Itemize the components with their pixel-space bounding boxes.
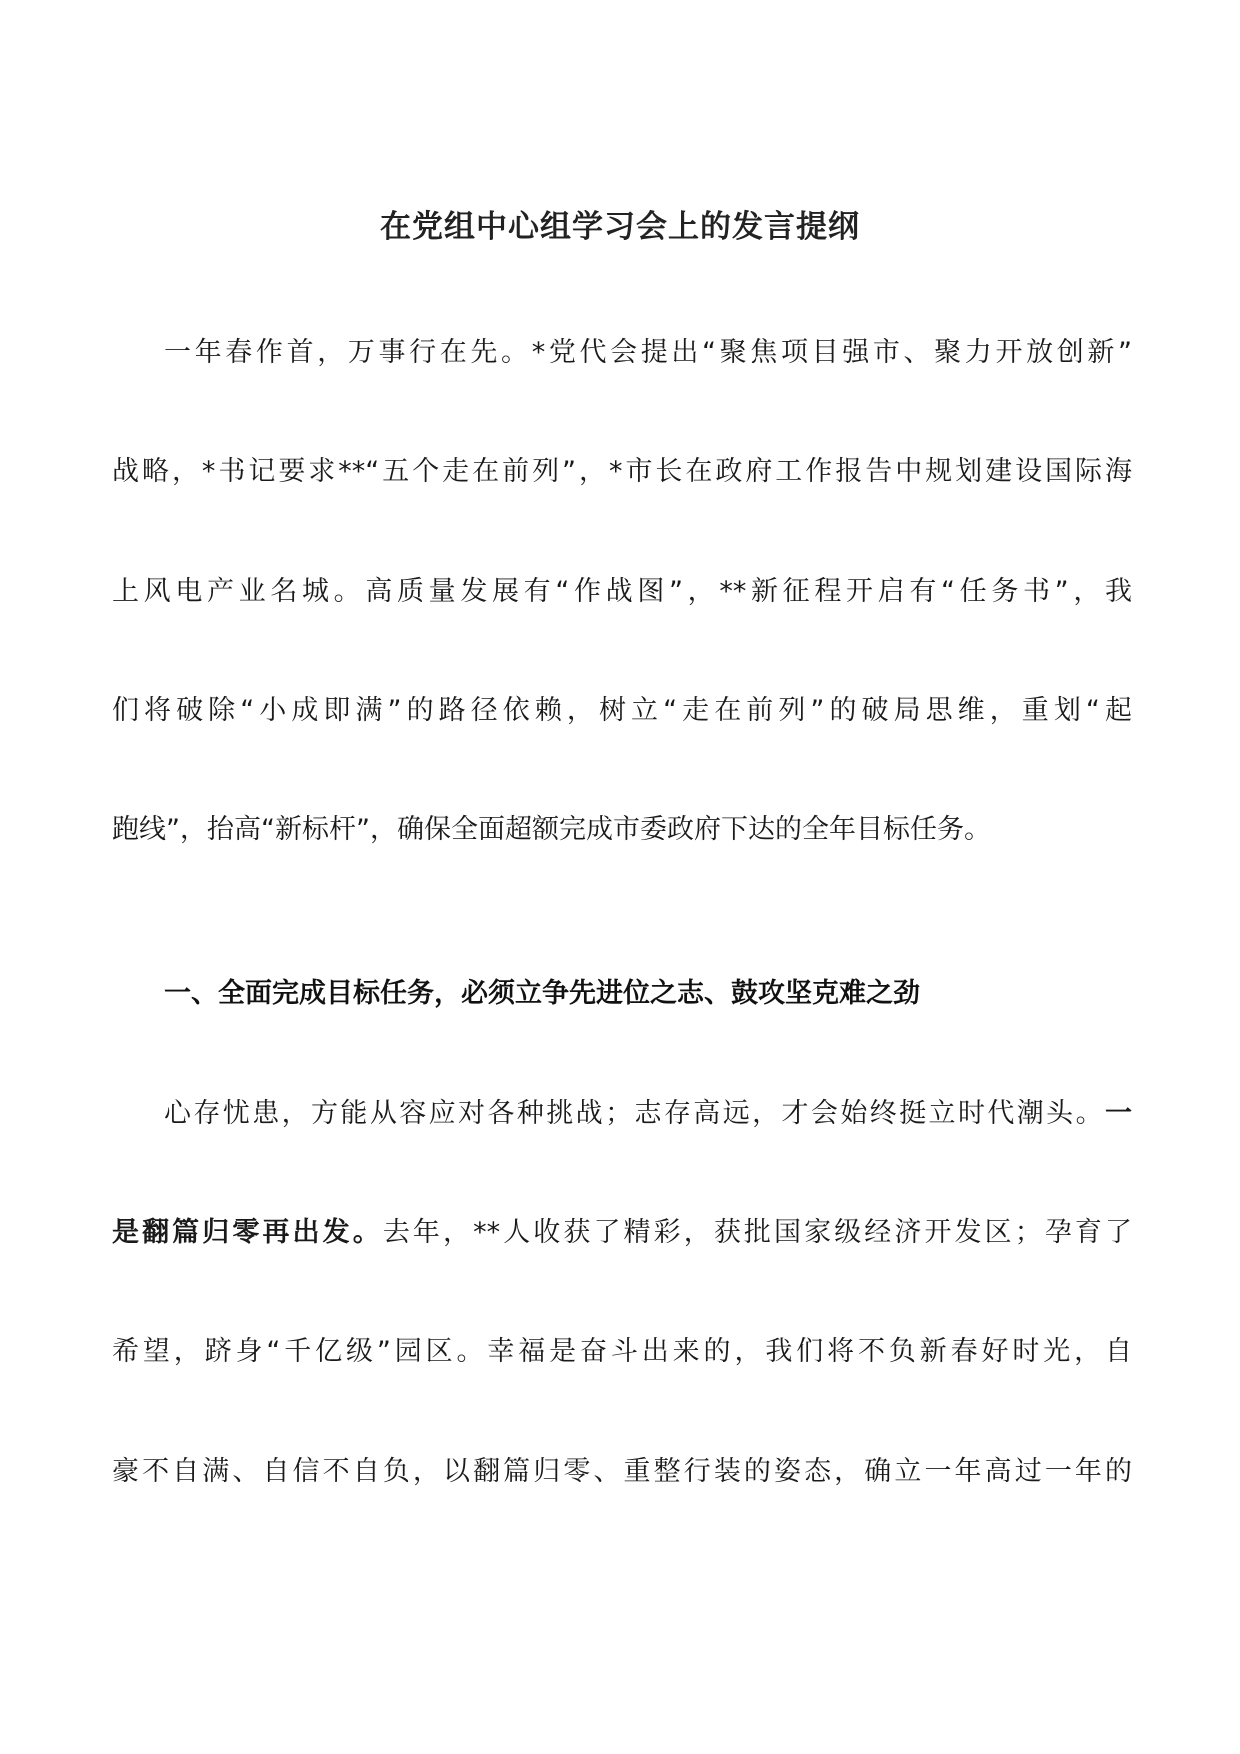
emphasis-text: 一 — [1105, 1098, 1132, 1129]
paragraph-line — [112, 1208, 1132, 1258]
paragraph-line: 一年春作首，万事行在先。*党代会提出“聚焦项目强市、聚力开放创新” — [164, 337, 1132, 368]
paragraph-line: 上风电产业名城。高质量发展有“作战图”，**新征程开启有“任务书”，我 — [112, 576, 1132, 607]
paragraph-line: 豪不自满、自信不自负，以翻篇归零、重整行装的姿态，确立一年高过一年的 — [112, 1456, 1132, 1487]
paragraph-text: 心存忧患，方能从容应对各种挑战；志存高远，才会始终挺立时代潮头。 — [164, 1098, 1105, 1129]
paragraph-text: 去年，**人收获了精彩，获批国家级经济开发区；孕育了 — [382, 1217, 1133, 1248]
section-heading: 一、全面完成目标任务，必须立争先进位之志、鼓攻坚克难之劲 — [164, 978, 920, 1009]
document-title: 在党组中心组学习会上的发言提纲 — [380, 209, 860, 245]
paragraph-line: 战略，*书记要求**“五个走在前列”，*市长在政府工作报告中规划建设国际海 — [112, 456, 1132, 487]
emphasis-text: 是翻篇归零再出发。 — [112, 1217, 383, 1248]
paragraph-line: 跑线”，抬高“新标杆”，确保全面超额完成市委政府下达的全年目标任务。 — [112, 814, 991, 845]
paragraph-line: 希望，跻身“千亿级”园区。幸福是奋斗出来的，我们将不负新春好时光，自 — [112, 1336, 1132, 1367]
paragraph-line — [164, 1089, 1132, 1139]
paragraph-line: 们将破除“小成即满”的路径依赖，树立“走在前列”的破局思维，重划“起 — [112, 695, 1132, 726]
